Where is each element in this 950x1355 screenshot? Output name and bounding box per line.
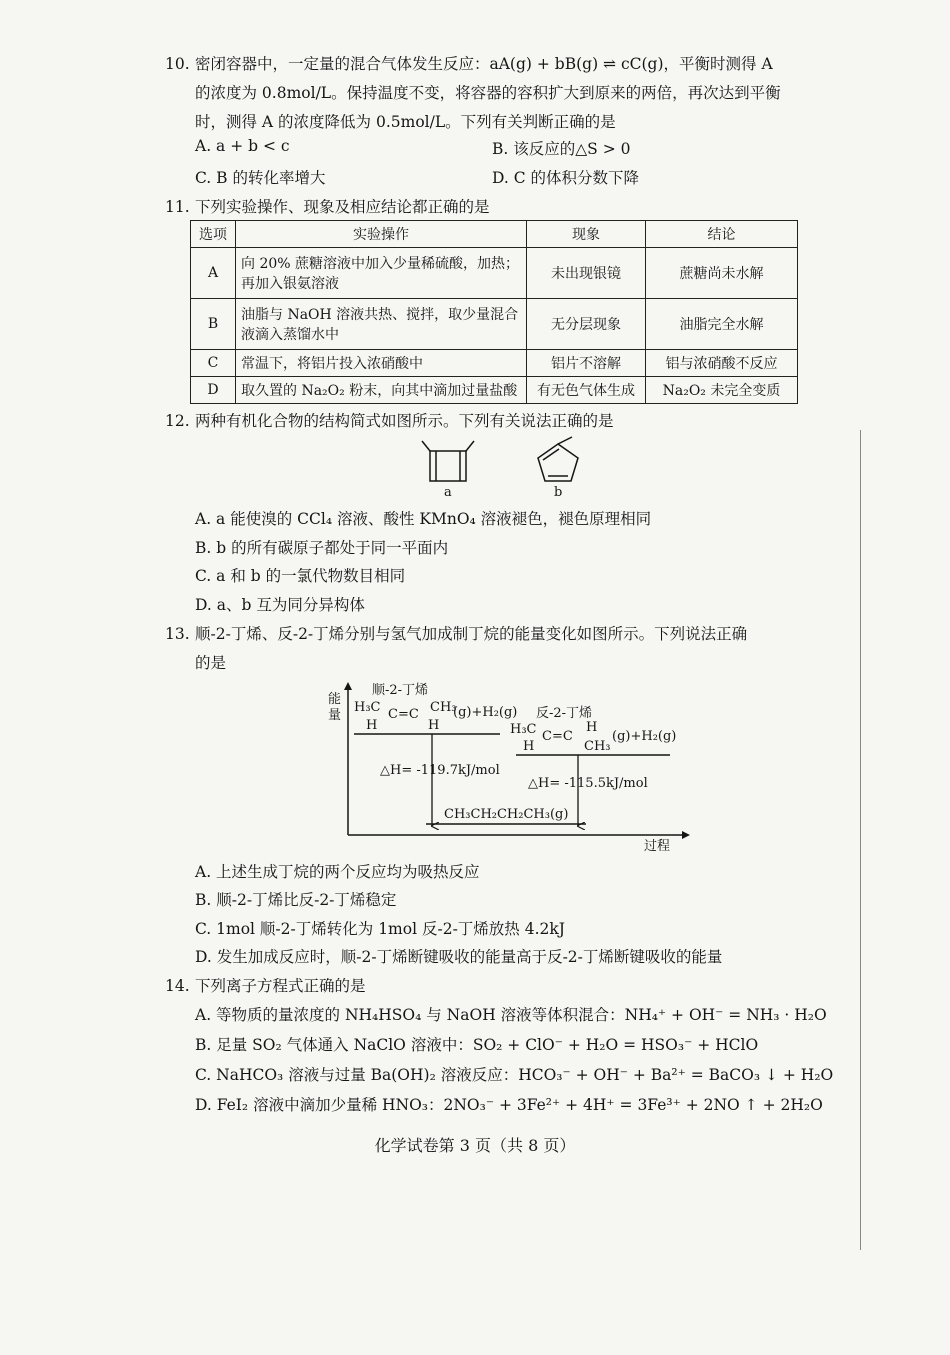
cis-right-h: H: [428, 718, 440, 733]
table-cell: 向 20% 蔗糖溶液中加入少量稀硫酸，加热；再加入银氨溶液: [236, 248, 527, 299]
table-cell: 有无色气体生成: [527, 377, 646, 404]
question-number: 13.: [165, 625, 190, 643]
question-text: 下列离子方程式正确的是: [195, 977, 366, 995]
table-cell: 蔗糖尚未水解: [646, 248, 798, 299]
question-10: [165, 50, 835, 137]
table-cell: B: [191, 299, 236, 350]
question-12: [165, 407, 835, 436]
trans-rest: (g)+H₂(g): [612, 729, 677, 744]
cis-name: 顺-2-丁烯: [372, 683, 429, 698]
table-cell: 常温下，将铝片投入浓硝酸中: [236, 350, 527, 377]
option-a: A. 上述生成丁烷的两个反应均为吸热反应: [195, 863, 480, 881]
option-c: C. a 和 b 的一氯代物数目相同: [195, 567, 406, 585]
option-d: D. C 的体积分数下降: [492, 169, 640, 187]
option-b: B. 该反应的△S > 0: [492, 140, 631, 158]
question-line: 时，测得 A 的浓度降低为 0.5mol/L。下列有关判断正确的是: [195, 113, 616, 131]
question-number: 11.: [165, 198, 190, 216]
table-row: [191, 377, 798, 404]
cis-right-group: CH₃: [430, 700, 457, 715]
table-header: 现象: [527, 221, 646, 248]
table-row: [191, 248, 798, 299]
table-cell: 油脂完全水解: [646, 299, 798, 350]
table-cell: 铝片不溶解: [527, 350, 646, 377]
table-row: [191, 350, 798, 377]
question-line: 密闭容器中，一定量的混合气体发生反应：aA(g) + bB(g) ⇌ cC(g)，平衡时测得 A: [195, 55, 773, 73]
option-d: D. FeI₂ 溶液中滴加少量稀 HNO₃：2NO₃⁻ + 3Fe²⁺ + 4H⁺ = 3Fe³⁺ + 2NO ↑ + 2H₂O: [195, 1096, 823, 1114]
option-c: C. B 的转化率增大: [195, 169, 326, 187]
trans-right-group: CH₃: [584, 739, 611, 754]
option-b: B. 顺-2-丁烯比反-2-丁烯稳定: [195, 891, 397, 909]
table-cell: Na₂O₂ 未完全变质: [646, 377, 798, 404]
option-d: D. 发生加成反应时，顺-2-丁烯断键吸收的能量高于反-2-丁烯断键吸收的能量: [195, 948, 723, 966]
y-axis-label: 量: [328, 708, 342, 723]
table-cell: C: [191, 350, 236, 377]
question-text: 下列实验操作、现象及相应结论都正确的是: [195, 198, 490, 216]
question-line: 的是: [195, 654, 227, 672]
table-cell: 无分层现象: [527, 299, 646, 350]
question-13: [165, 620, 835, 678]
trans-double-bond: C=C: [542, 729, 573, 744]
question-number: 14.: [165, 977, 190, 995]
experiment-table: [190, 220, 798, 404]
question-line: 顺-2-丁烯、反-2-丁烯分别与氢气加成制丁烷的能量变化如图所示。下列说法正确: [195, 625, 748, 643]
question-14: [165, 972, 835, 1001]
x-axis-label: 过程: [644, 839, 671, 854]
cis-double-bond: C=C: [388, 707, 419, 722]
option-b: B. b 的所有碳原子都处于同一平面内: [195, 539, 449, 557]
question-11: [165, 193, 835, 222]
table-header: 实验操作: [236, 221, 527, 248]
binding-line: [860, 430, 861, 1250]
molecule-b: [538, 437, 578, 481]
table-cell: 铝与浓硝酸不反应: [646, 350, 798, 377]
table-row: [191, 299, 798, 350]
question-text: 两种有机化合物的结构简式如图所示。下列有关说法正确的是: [195, 412, 614, 430]
molecule-structures: [410, 435, 610, 500]
table-cell: 油脂与 NaOH 溶液共热、搅拌，取少量混合液滴入蒸馏水中: [236, 299, 527, 350]
molecule-b-label: b: [554, 485, 563, 500]
molecule-a: [422, 441, 474, 481]
cis-delta-h: △H= -119.7kJ/mol: [380, 763, 500, 778]
option-a: A. a 能使溴的 CCl₄ 溶液、酸性 KMnO₄ 溶液褪色，褪色原理相同: [195, 510, 652, 528]
molecule-a-label: a: [444, 485, 452, 500]
table-cell: A: [191, 248, 236, 299]
option-a: A. a + b < c: [195, 137, 290, 155]
question-number: 10.: [165, 55, 190, 73]
option-a: A. 等物质的量浓度的 NH₄HSO₄ 与 NaOH 溶液等体积混合：NH₄⁺ + OH⁻ = NH₃ · H₂O: [195, 1006, 827, 1024]
trans-left-group: H₃C: [510, 722, 537, 737]
trans-right-h: H: [586, 720, 598, 735]
question-number: 12.: [165, 412, 190, 430]
option-b: B. 足量 SO₂ 气体通入 NaClO 溶液中：SO₂ + ClO⁻ + H₂O = HSO₃⁻ + HClO: [195, 1036, 759, 1054]
cis-left-group: H₃C: [354, 700, 381, 715]
option-c: C. NaHCO₃ 溶液与过量 Ba(OH)₂ 溶液反应：HCO₃⁻ + OH⁻ + Ba²⁺ = BaCO₃ ↓ + H₂O: [195, 1066, 834, 1084]
table-cell: D: [191, 377, 236, 404]
y-axis-label: 能: [328, 692, 342, 707]
table-header: 结论: [646, 221, 798, 248]
product-label: CH₃CH₂CH₂CH₃(g): [444, 807, 569, 822]
table-cell: 取久置的 Na₂O₂ 粉末，向其中滴加过量盐酸: [236, 377, 527, 404]
option-d: D. a、b 互为同分异构体: [195, 596, 365, 614]
energy-diagram: [320, 678, 700, 858]
page-footer: 化学试卷第 3 页（共 8 页）: [374, 1136, 576, 1155]
option-c: C. 1mol 顺-2-丁烯转化为 1mol 反-2-丁烯放热 4.2kJ: [195, 920, 565, 938]
cis-left-h: H: [366, 718, 378, 733]
trans-name: 反-2-丁烯: [536, 706, 593, 721]
cis-rest: (g)+H₂(g): [453, 705, 518, 720]
trans-left-h: H: [523, 739, 535, 754]
question-line: 的浓度为 0.8mol/L。保持温度不变，将容器的容积扩大到原来的两倍，再次达到平衡: [195, 84, 781, 102]
table-cell: 未出现银镜: [527, 248, 646, 299]
trans-delta-h: △H= -115.5kJ/mol: [528, 776, 648, 791]
table-header: 选项: [191, 221, 236, 248]
